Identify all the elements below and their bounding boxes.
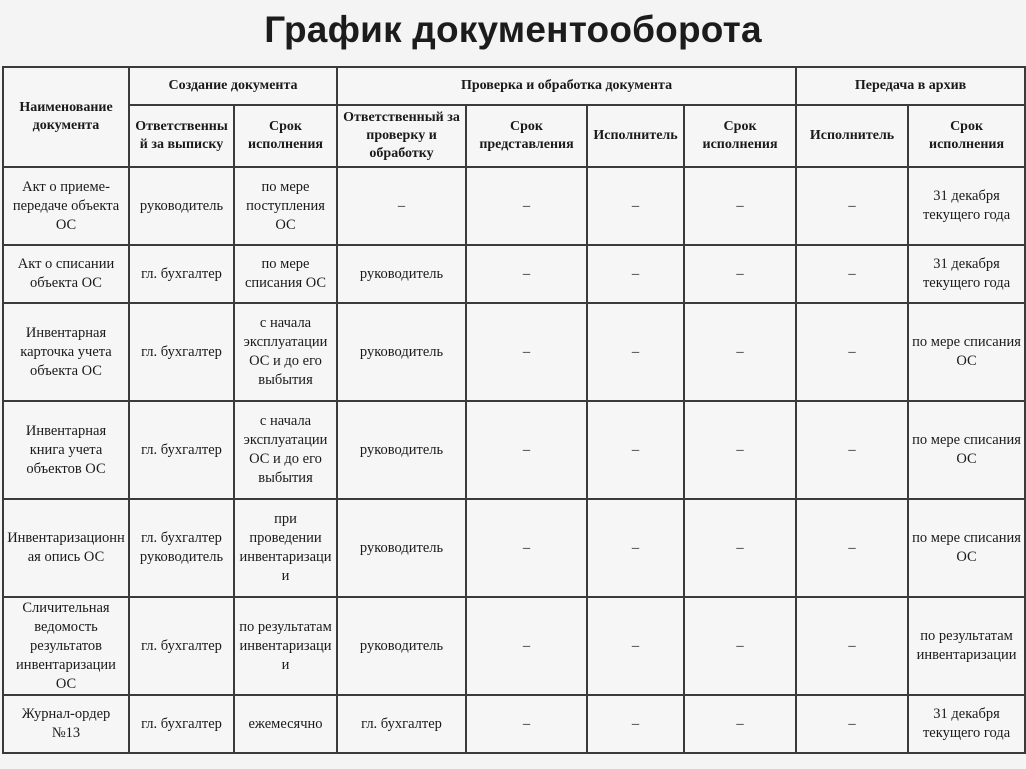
table-row: [3, 167, 1025, 245]
header-sub-check-executor: Исполнитель: [587, 105, 684, 167]
cell: по мере списания ОС: [234, 245, 337, 303]
cell: по мере списания ОС: [908, 303, 1025, 401]
header-sub-check-deadline: Срок исполнения: [684, 105, 796, 167]
header-sub-create-deadline: Срок исполнения: [234, 105, 337, 167]
cell: руководитель: [337, 499, 466, 597]
cell: с начала эксплуатации ОС и до его выбытия: [234, 401, 337, 499]
header-row-groups: [3, 67, 1025, 105]
cell: ежемесячно: [234, 695, 337, 753]
cell: –: [796, 695, 908, 753]
cell: руководитель: [337, 597, 466, 695]
header-group-archive: Передача в архив: [796, 67, 1025, 105]
cell: руководитель: [337, 245, 466, 303]
cell: –: [466, 245, 587, 303]
cell: –: [796, 303, 908, 401]
header-sub-archive-deadline: Срок исполнения: [908, 105, 1025, 167]
table-row: [3, 695, 1025, 753]
cell: гл. бухгалтер: [129, 303, 234, 401]
cell: –: [466, 695, 587, 753]
cell-doc-name: Акт о приеме-передаче объекта ОС: [3, 167, 129, 245]
cell-doc-name: Инвентарная книга учета объектов ОС: [3, 401, 129, 499]
cell: –: [796, 597, 908, 695]
cell: гл. бухгалтер: [129, 245, 234, 303]
cell: –: [796, 167, 908, 245]
cell: –: [587, 499, 684, 597]
cell: –: [587, 695, 684, 753]
cell: –: [587, 597, 684, 695]
cell: гл. бухгалтер руководитель: [129, 499, 234, 597]
header-group-check: Проверка и обработка документа: [337, 67, 796, 105]
table-row: [3, 597, 1025, 695]
table-row: [3, 303, 1025, 401]
cell: по мере списания ОС: [908, 499, 1025, 597]
cell: по мере поступления ОС: [234, 167, 337, 245]
cell: руководитель: [337, 303, 466, 401]
cell: 31 декабря текущего года: [908, 245, 1025, 303]
cell: –: [337, 167, 466, 245]
cell: –: [587, 401, 684, 499]
cell: при проведении инвентаризации: [234, 499, 337, 597]
cell-doc-name: Сличительная ведомость результатов инвентаризации ОС: [3, 597, 129, 695]
table-row: [3, 401, 1025, 499]
header-doc-name: Наименование документа: [3, 67, 129, 167]
cell: гл. бухгалтер: [129, 597, 234, 695]
header-sub-create-responsible: Ответственный за выписку: [129, 105, 234, 167]
header-row-sub: [3, 105, 1025, 167]
cell: руководитель: [129, 167, 234, 245]
header-sub-check-responsible: Ответственный за проверку и обработку: [337, 105, 466, 167]
cell: –: [587, 167, 684, 245]
cell: –: [466, 499, 587, 597]
cell: –: [684, 167, 796, 245]
cell: –: [684, 401, 796, 499]
document-flow-table: [2, 66, 1026, 754]
cell: –: [466, 401, 587, 499]
cell: –: [684, 303, 796, 401]
cell: 31 декабря текущего года: [908, 167, 1025, 245]
cell: гл. бухгалтер: [337, 695, 466, 753]
header-group-create: Создание документа: [129, 67, 337, 105]
cell: по результатам инвентаризации: [908, 597, 1025, 695]
table-row: [3, 499, 1025, 597]
cell: –: [684, 499, 796, 597]
cell: –: [796, 245, 908, 303]
cell-doc-name: Инвентарная карточка учета объекта ОС: [3, 303, 129, 401]
cell: –: [684, 597, 796, 695]
cell: –: [796, 401, 908, 499]
header-sub-archive-executor: Исполнитель: [796, 105, 908, 167]
cell: –: [587, 303, 684, 401]
cell: –: [796, 499, 908, 597]
cell: гл. бухгалтер: [129, 401, 234, 499]
cell: руководитель: [337, 401, 466, 499]
cell: 31 декабря текущего года: [908, 695, 1025, 753]
cell: с начала эксплуатации ОС и до его выбытия: [234, 303, 337, 401]
cell: по результатам инвентаризации: [234, 597, 337, 695]
cell: –: [466, 167, 587, 245]
cell-doc-name: Акт о списании объекта ОС: [3, 245, 129, 303]
cell: гл. бухгалтер: [129, 695, 234, 753]
cell: –: [466, 597, 587, 695]
cell: –: [684, 245, 796, 303]
table-row: [3, 245, 1025, 303]
cell-doc-name: Инвентаризационная опись ОС: [3, 499, 129, 597]
cell: –: [684, 695, 796, 753]
cell: по мере списания ОС: [908, 401, 1025, 499]
cell: –: [466, 303, 587, 401]
cell-doc-name: Журнал-ордер №13: [3, 695, 129, 753]
cell: –: [587, 245, 684, 303]
page-title: График документооборота: [264, 9, 762, 50]
header-sub-check-submission: Срок представления: [466, 105, 587, 167]
